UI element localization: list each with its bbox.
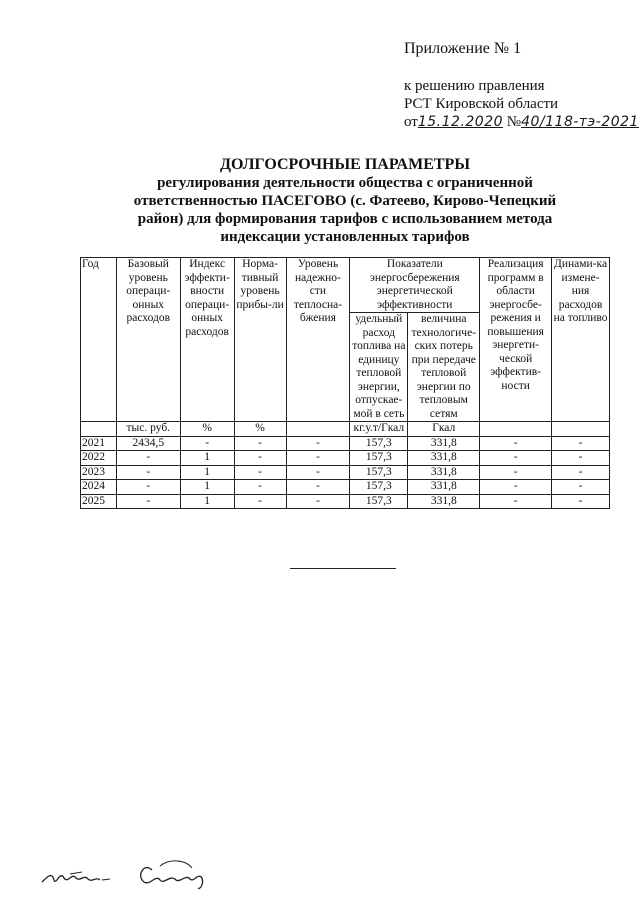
cell-reliability: - bbox=[286, 480, 350, 495]
cell-programs: - bbox=[480, 451, 552, 466]
cell-index: 1 bbox=[180, 494, 234, 509]
decision-number-label: № bbox=[506, 114, 522, 130]
cell-fuel: 157,3 bbox=[350, 480, 408, 495]
decision-reference bbox=[404, 77, 639, 131]
cell-programs: - bbox=[480, 436, 552, 451]
cell-base: - bbox=[116, 465, 180, 480]
cell-index: - bbox=[180, 436, 234, 451]
unit-year bbox=[81, 422, 117, 437]
unit-fuel: кг.у.т/Гкал bbox=[350, 422, 408, 437]
cell-index: 1 bbox=[180, 451, 234, 466]
cell-fuel: 157,3 bbox=[350, 494, 408, 509]
cell-losses: 331,8 bbox=[408, 451, 480, 466]
unit-programs bbox=[480, 422, 552, 437]
unit-index: % bbox=[180, 422, 234, 437]
header-fuel-dynamics: Динами-ка измене-ния расходов на топливо bbox=[552, 258, 610, 422]
unit-reliability bbox=[286, 422, 350, 437]
header-heat-losses: величина технологиче-ских потерь при передаче тепловой энергии по тепловым сетям bbox=[408, 313, 480, 422]
cell-programs: - bbox=[480, 480, 552, 495]
header-energy-saving-group: Показатели энергосбережения энергетической эффективности bbox=[350, 258, 480, 313]
title-line3: ответственностью ПАСЕГОВО (с. Фатеево, Кирово-Чепецкий bbox=[133, 193, 557, 209]
cell-base: - bbox=[116, 494, 180, 509]
cell-programs: - bbox=[480, 494, 552, 509]
decision-line3 bbox=[404, 113, 639, 131]
cell-norm: - bbox=[234, 480, 286, 495]
table-row bbox=[81, 465, 610, 480]
title-line1: ДОЛГОСРОЧНЫЕ ПАРАМЕТРЫ bbox=[219, 156, 471, 173]
document-title bbox=[90, 156, 600, 246]
units-row bbox=[81, 422, 610, 437]
parameters-table bbox=[80, 257, 610, 509]
decision-number: 40/118-тэ-2021 bbox=[521, 114, 639, 130]
decision-date: 15.12.2020 bbox=[417, 114, 504, 130]
decision-line1: к решению правления bbox=[404, 78, 545, 94]
cell-base: 2434,5 bbox=[116, 436, 180, 451]
cell-index: 1 bbox=[180, 480, 234, 495]
unit-losses: Гкал bbox=[408, 422, 480, 437]
decision-prefix: от bbox=[404, 114, 418, 130]
header-programs: Реализация программ в области энергосбе-режения и повышения энергети-ческой эффектив-ности bbox=[480, 258, 552, 422]
cell-year: 2025 bbox=[81, 494, 117, 509]
cell-dynamics: - bbox=[552, 436, 610, 451]
title-line4: район) для формирования тарифов с использованием метода bbox=[137, 211, 553, 227]
cell-fuel: 157,3 bbox=[350, 451, 408, 466]
cell-norm: - bbox=[234, 465, 286, 480]
cell-reliability: - bbox=[286, 436, 350, 451]
cell-base: - bbox=[116, 480, 180, 495]
table-row bbox=[81, 436, 610, 451]
cell-reliability: - bbox=[286, 494, 350, 509]
cell-programs: - bbox=[480, 465, 552, 480]
cell-dynamics: - bbox=[552, 494, 610, 509]
closing-divider bbox=[290, 568, 396, 569]
header-reliability: Уровень надежно-сти теплосна-бжения bbox=[286, 258, 350, 422]
cell-index: 1 bbox=[180, 465, 234, 480]
cell-base: - bbox=[116, 451, 180, 466]
table-row bbox=[81, 451, 610, 466]
handwritten-signature bbox=[40, 852, 240, 892]
cell-year: 2021 bbox=[81, 436, 117, 451]
header-base-costs: Базовый уровень операци-онных расходов bbox=[116, 258, 180, 422]
cell-losses: 331,8 bbox=[408, 480, 480, 495]
cell-reliability: - bbox=[286, 465, 350, 480]
unit-dynamics bbox=[552, 422, 610, 437]
unit-norm: % bbox=[234, 422, 286, 437]
title-line2: регулирования деятельности общества с ограниченной bbox=[157, 175, 533, 191]
cell-dynamics: - bbox=[552, 480, 610, 495]
cell-norm: - bbox=[234, 451, 286, 466]
cell-norm: - bbox=[234, 494, 286, 509]
cell-dynamics: - bbox=[552, 451, 610, 466]
cell-reliability: - bbox=[286, 451, 350, 466]
title-line5: индексации установленных тарифов bbox=[220, 229, 470, 245]
cell-losses: 331,8 bbox=[408, 465, 480, 480]
cell-year: 2024 bbox=[81, 480, 117, 495]
cell-norm: - bbox=[234, 436, 286, 451]
header-efficiency-index: Индекс эффекти-вности операци-онных расходов bbox=[180, 258, 234, 422]
appendix-label: Приложение № 1 bbox=[404, 40, 522, 57]
table-row bbox=[81, 480, 610, 495]
decision-line2: РСТ Кировской области bbox=[404, 96, 559, 112]
cell-year: 2022 bbox=[81, 451, 117, 466]
cell-dynamics: - bbox=[552, 465, 610, 480]
table-row bbox=[81, 494, 610, 509]
header-normative-profit: Норма-тивный уровень прибы-ли bbox=[234, 258, 286, 422]
header-year: Год bbox=[81, 258, 117, 422]
header-fuel-consumption: удельный расход топлива на единицу тепловой энергии, отпускае-мой в сеть bbox=[350, 313, 408, 422]
cell-losses: 331,8 bbox=[408, 436, 480, 451]
cell-losses: 331,8 bbox=[408, 494, 480, 509]
cell-year: 2023 bbox=[81, 465, 117, 480]
header-row-1 bbox=[81, 258, 610, 313]
cell-fuel: 157,3 bbox=[350, 436, 408, 451]
unit-base: тыс. руб. bbox=[116, 422, 180, 437]
cell-fuel: 157,3 bbox=[350, 465, 408, 480]
